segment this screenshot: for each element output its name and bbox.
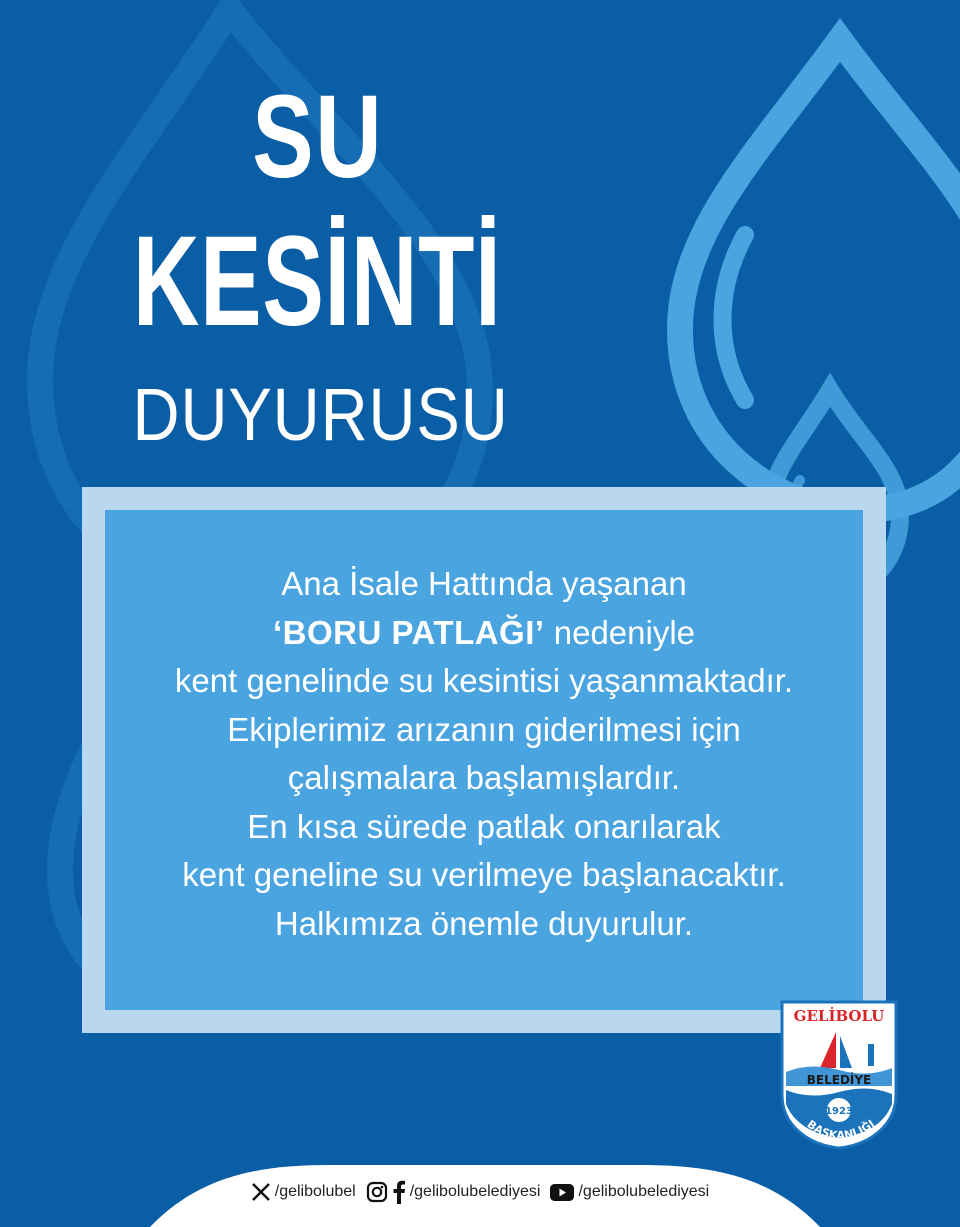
x-icon: [251, 1182, 271, 1202]
youtube-handle: /gelibolubelediyesi: [578, 1183, 710, 1200]
facebook-icon: [392, 1180, 406, 1204]
announcement-text: [82, 560, 886, 948]
message-line: kent geneline su verilmeye başlanacaktır.: [182, 856, 786, 893]
instagram-facebook-link[interactable]: [366, 1180, 541, 1204]
facebook-handle: /gelibolubelediyesi: [409, 1183, 541, 1200]
heading-su: SU: [252, 71, 384, 203]
logo-top-text: GELİBOLU: [793, 1007, 885, 1025]
social-links: [0, 1180, 960, 1204]
heading-duyurusu: DUYURUSU: [132, 373, 509, 456]
logo-year-text: 1923: [825, 1106, 853, 1117]
logo-bottom-text: BAŞKANLIĞI: [804, 1117, 878, 1143]
youtube-link[interactable]: [550, 1183, 709, 1201]
message-line: En kısa sürede patlak onarılarak: [247, 807, 721, 845]
boru-patlagi-highlight: ‘BORU PATLAĞI’: [272, 613, 545, 651]
x-handle: /gelibolubel: [274, 1183, 356, 1200]
logo-middle-text: BELEDİYE: [806, 1073, 872, 1087]
instagram-icon: [366, 1181, 388, 1203]
message-line: çalışmalara başlamışlardır.: [287, 759, 681, 796]
heading-kesinti: KESİNTİ: [132, 210, 502, 353]
message-line-suffix: nedeniyle: [544, 613, 696, 651]
message-line: Ekiplerimiz arızanın giderilmesi için: [227, 710, 741, 748]
x-link[interactable]: [251, 1182, 356, 1202]
message-line: Halkımıza önemle duyurulur.: [274, 904, 694, 942]
message-line: kent genelinde su kesintisi yaşanmaktadır.: [174, 662, 794, 699]
youtube-icon: [550, 1184, 574, 1201]
message-line: Ana İsale Hattında yaşanan: [281, 565, 687, 602]
message-line-highlight: [82, 609, 886, 658]
gelibolu-municipality-logo: [780, 1000, 898, 1150]
